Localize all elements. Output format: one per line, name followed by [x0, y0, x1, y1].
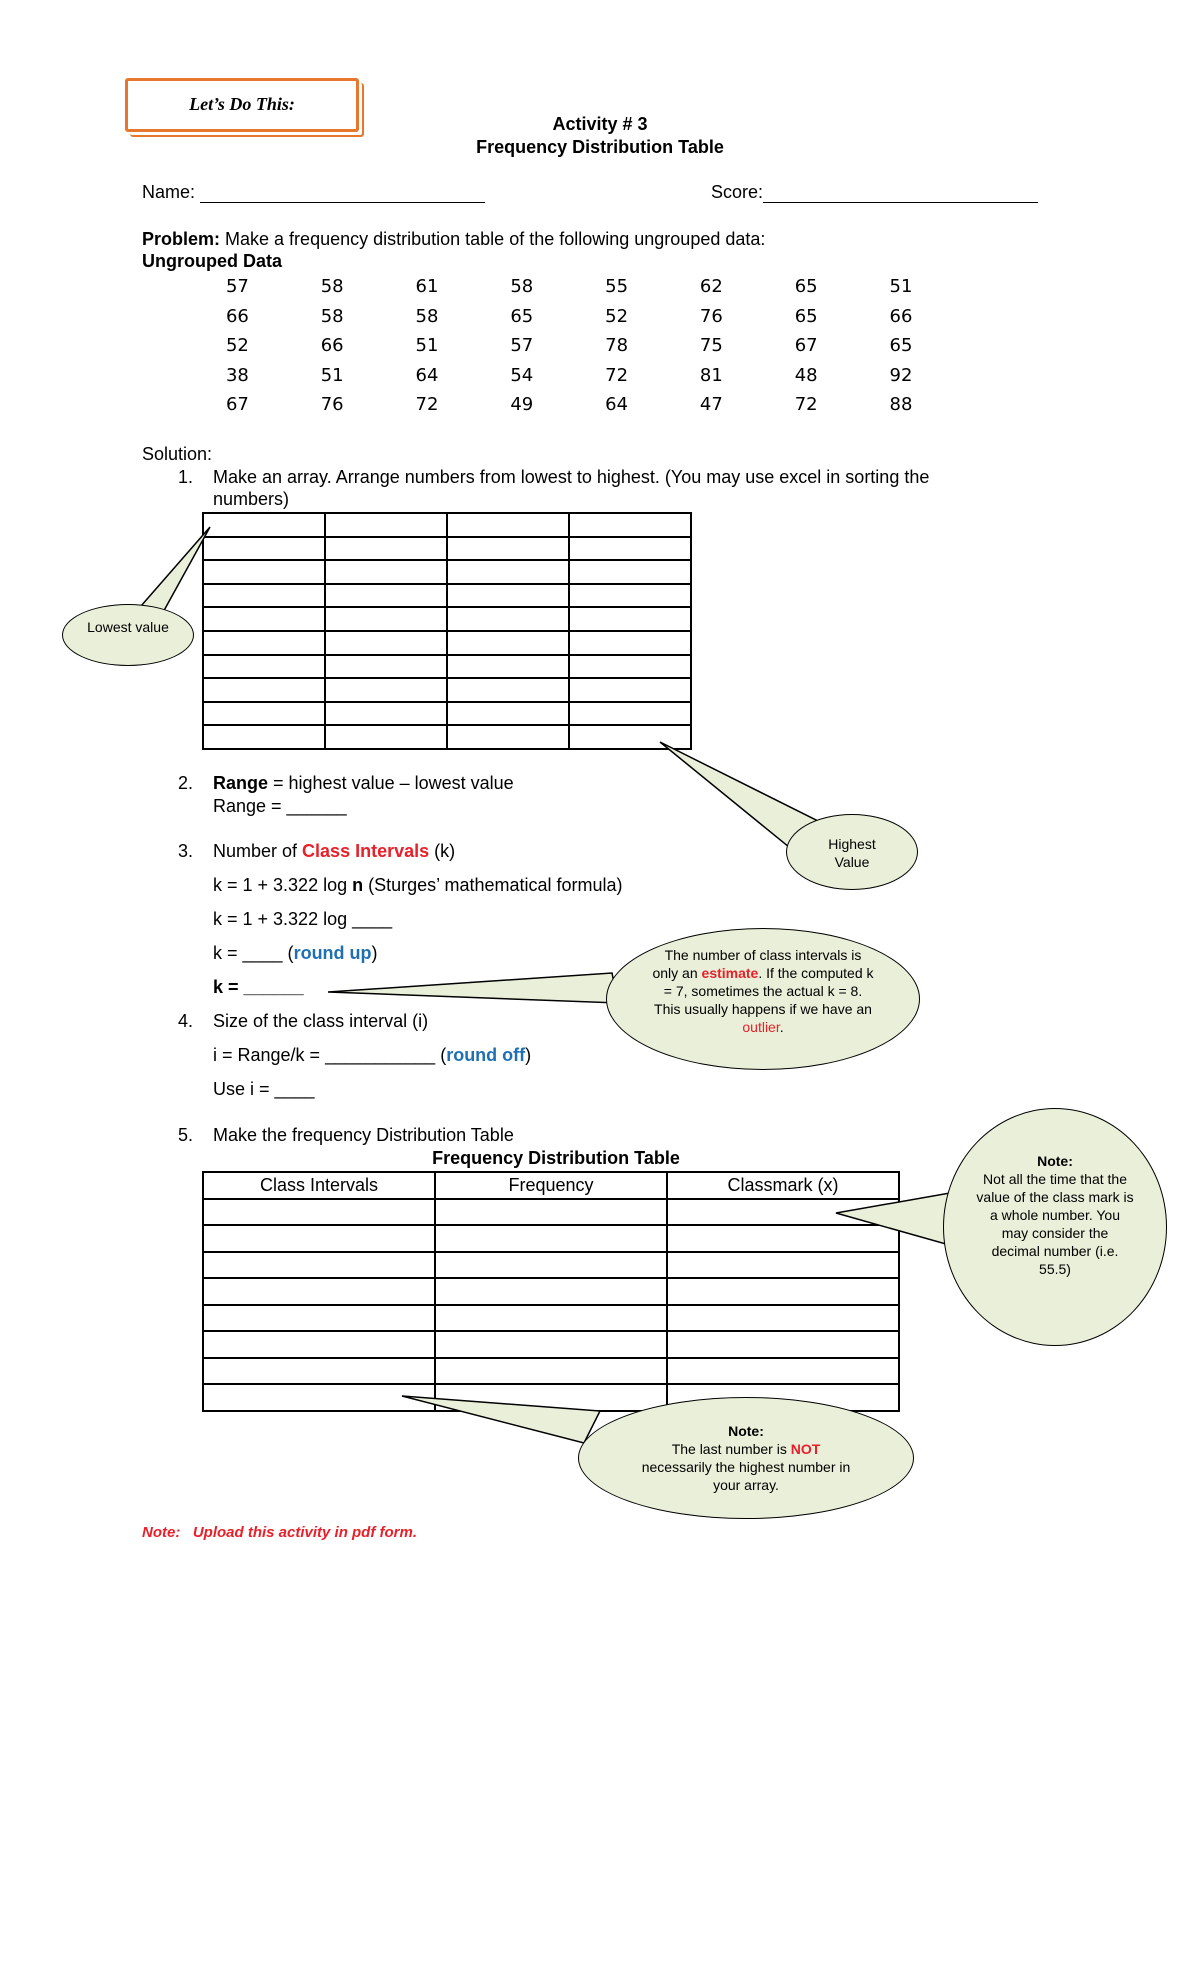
last-number-label: Note:: [728, 1423, 764, 1439]
classmark-pointer: [836, 1193, 960, 1248]
problem-label: Problem:: [142, 229, 221, 249]
i-use[interactable]: Use i = ____: [213, 1079, 315, 1099]
step1-text-line1: Make an array. Arrange numbers from lowest to highest. (You may use excel in sorting the: [213, 467, 930, 487]
data-value: 78: [605, 335, 629, 356]
data-value: 48: [794, 364, 818, 386]
outlier-term: outlier: [742, 1019, 780, 1035]
range-formula: = highest value – lowest value: [268, 773, 514, 793]
classmark-note-text: Not all the time that the value of the class mark is a whole number. You may consider the decimal number (i.e. 55.5): [976, 1171, 1134, 1277]
step2-number: 2.: [178, 773, 194, 793]
estimate-part2: . If the computed k = 7, sometimes the actual k = 8. This usually happens if we have an: [654, 965, 874, 1017]
estimate-part3: .: [779, 1019, 784, 1035]
lowest-value-text: Lowest value: [87, 619, 169, 635]
step1-number: 1.: [178, 467, 194, 487]
classmark-note-bubble: [943, 1108, 1167, 1346]
last-number-text: [639, 1440, 853, 1494]
data-value: 66: [225, 305, 249, 327]
highest-value-bubble: [786, 814, 918, 890]
name-label: Name:: [142, 182, 196, 202]
upload-note: Note: Upload this activity in pdf form.: [142, 1524, 418, 1541]
banner-text: Let’s Do This:: [189, 94, 295, 114]
data-value: 92: [889, 364, 913, 386]
round-off-term: round off: [446, 1045, 526, 1065]
k-final[interactable]: k = ______: [213, 977, 304, 997]
fdt-title: Frequency Distribution Table: [432, 1148, 680, 1168]
k-formula-n: n: [352, 875, 364, 895]
data-value: 65: [510, 305, 534, 327]
estimate-text: [607, 929, 919, 1036]
last-number-bubble: [578, 1397, 914, 1519]
data-value: 51: [320, 364, 344, 386]
data-value: 57: [510, 335, 534, 356]
data-value: 65: [889, 335, 913, 356]
last-note-part2: necessarily the highest number in your array.: [641, 1459, 851, 1493]
step4-text: Size of the class interval (i): [213, 1011, 429, 1031]
i-formula-a: i = Range/k = ___________ (: [213, 1045, 447, 1065]
data-value: 88: [889, 394, 913, 415]
solution-label: Solution:: [142, 444, 213, 464]
data-value: 72: [605, 364, 629, 386]
data-value: 65: [794, 276, 818, 297]
data-value: 38: [225, 364, 249, 386]
data-value: 64: [415, 364, 439, 386]
data-value: 75: [699, 335, 723, 356]
problem-text: Make a frequency distribution table of the following ungrouped data:: [225, 229, 766, 249]
classmark-note-content: [944, 1109, 1166, 1278]
last-number-pointer: [402, 1396, 600, 1443]
data-value: 52: [605, 305, 629, 327]
data-value: 76: [699, 305, 723, 327]
lowest-value-bubble: [62, 604, 194, 666]
estimate-part1: The number of class intervals is only an: [652, 947, 862, 981]
round-up-term: round up: [293, 943, 372, 963]
data-value: 76: [320, 394, 344, 415]
estimate-pointer: [328, 973, 618, 1003]
data-value: 49: [510, 394, 534, 415]
data-value: 72: [415, 394, 439, 415]
data-value: 51: [889, 276, 913, 297]
range-answer[interactable]: Range = ______: [213, 796, 347, 816]
k-substitution[interactable]: k = 1 + 3.322 log ____: [213, 909, 393, 929]
data-value: 51: [415, 335, 439, 356]
step5-number: 5.: [178, 1125, 194, 1145]
data-value: 58: [510, 276, 534, 297]
step5-text: Make the frequency Distribution Table: [213, 1125, 514, 1145]
step4-number: 4.: [178, 1011, 194, 1031]
k-formula-c: (Sturges’ mathematical formula): [363, 875, 623, 895]
estimate-bubble: [606, 928, 920, 1070]
data-value: 67: [225, 394, 249, 415]
data-value: 58: [320, 305, 344, 327]
estimate-term: estimate: [701, 965, 759, 981]
data-value: 67: [794, 335, 818, 356]
data-value: 61: [415, 276, 439, 297]
data-value: 47: [699, 394, 723, 415]
fdt-header-cell: Frequency: [435, 1172, 667, 1199]
data-value: 57: [225, 276, 249, 297]
i-formula-b: ): [525, 1045, 532, 1065]
highest-value-text: Highest Value: [828, 836, 876, 870]
step3-number: 3.: [178, 841, 194, 861]
step1-text-line2: numbers): [213, 489, 290, 509]
fdt-header-cell: Classmark (x): [667, 1172, 899, 1199]
data-value: 62: [699, 276, 723, 297]
data-value: 52: [225, 335, 249, 356]
last-note-part1: The last number is: [671, 1441, 791, 1457]
page-title: Frequency Distribution Table: [476, 137, 724, 157]
class-intervals-term: Class Intervals: [302, 841, 430, 861]
data-value: 72: [794, 394, 818, 415]
data-value: 54: [510, 364, 534, 386]
not-term: NOT: [790, 1441, 821, 1457]
data-value: 81: [699, 364, 723, 386]
data-heading: Ungrouped Data: [142, 251, 283, 271]
data-value: 65: [794, 305, 818, 327]
k-rounded-a: k = ____ (: [213, 943, 294, 963]
activity-number: Activity # 3: [552, 114, 648, 134]
range-label: Range: [213, 773, 269, 793]
fdt-header-cell: Class Intervals: [203, 1172, 435, 1199]
classmark-note-label: Note:: [1037, 1153, 1073, 1169]
data-value: 55: [605, 276, 629, 297]
step3-post: (k): [429, 841, 456, 861]
k-rounded-b: ): [371, 943, 378, 963]
data-value: 66: [889, 305, 913, 327]
data-value: 58: [320, 276, 344, 297]
k-formula-a: k = 1 + 3.322 log: [213, 875, 353, 895]
lowest-pointer: [141, 527, 210, 616]
score-label: Score:: [711, 182, 764, 202]
data-value: 66: [320, 335, 344, 356]
data-value: 58: [415, 305, 439, 327]
step3-pre: Number of: [213, 841, 303, 861]
data-value: 64: [605, 394, 629, 415]
last-number-content: [579, 1398, 913, 1494]
